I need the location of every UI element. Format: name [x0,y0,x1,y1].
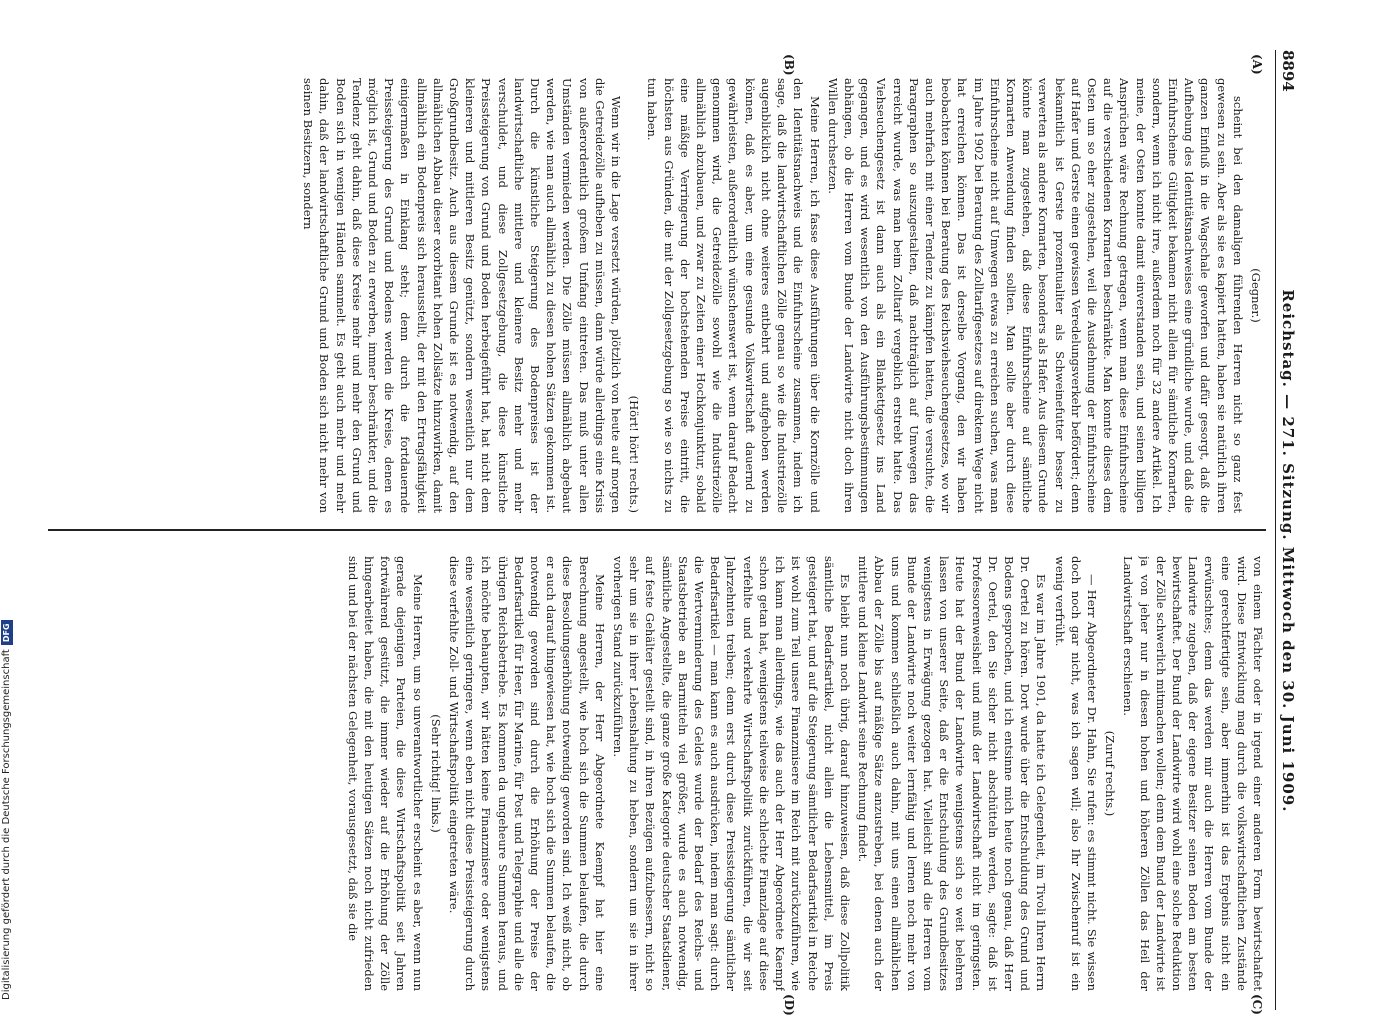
interjection: (Hört! hört! rechts.) [627,395,642,513]
digitization-credit [0,590,14,1000]
right-column [48,556,1266,991]
paragraph: Meine Herren, um so unverantwortlicher erscheint es aber, wenn nun gerade diejenigen Parteien, die diese Wirtschaftspolitik seit Jahren fortwährend gestützt, die immer wieder auf die Erhöhung der Zölle hingearbeitet haben, die mit den heutigen Sätzen noch nicht zufrieden sind und bei der nächsten Gelegenheit, vorausgesetzt, daß sie die [345,556,425,991]
rotated-page [40,50,1300,1016]
paragraph: von einem Pächter oder in irgend einer anderen Form bewirtschaftet wird. Diese Entwicklung mag durch die volkswirtschaftlichen Zustände eine gerechtfertigte sein, aber immerhin ist das Ergebnis nicht ein erwünschtes; denn das werden mir auch die Herren vom Bunde der Landwirte zugeben, daß der eigene Besitzer seinen Boden am besten bewirtschaftet. Der Bund der Landwirte wird wohl eine solche Reduktion der Zölle schwerlich mitmachen wollen; denn dem Bund der Landwirte ist ja von jeher nur in diesen hohen und höheren Zöllen das Heil der Landwirtschaft erschienen. [1121,556,1265,991]
paragraph: — Herr Abgeordneter Dr. Hahn, Sie rufen: es stimmt nicht. Sie wissen doch noch gar nicht, was ich sagen will; also Ihr Zwischenruf ist ein wenig verfrüht. [1052,556,1099,991]
paragraph: Es war im Jahre 1901, da hatte ich Gelegenheit, im Tivoli Ihren Herrn Dr. Oertel zu hören. Dort wurde über die Entschuldung des Grund und Bodens gesprochen, und ich entsinne mich heute noch genau, daß Herr Dr. Oertel, den Sie sicher nicht abschütteln werden, sagte: daß ist Professorenweisheit und muß der Landwirtschaft nicht im geringsten. Heute hat der Bund der Landwirte wenigstens sich so weit belehren lassen von unserer Seite, daß er die Entschuldung des Grundbesitzes wenigstens in Erwägung gezogen hat. Vielleicht sind die Herren vom Bunde der Landwirte noch weiter lernfähig und lernen noch mehr von uns und kommen schließlich auch dahin, mit uns einen allmählichen Abbau der Zölle bis auf mäßige Sätze anzustreben, bei denen auch der mittlere und kleine Landwirt seine Rechnung findet. [856,556,1049,991]
dfg-logo: DFG [1,620,13,645]
paragraph: Meine Herren, ich fasse diese Ausführungen über die Kornzölle und den Identitätsnachweis und die Einfuhrscheine zusammen, indem ich sage, daß die landwirtschaftlichen Zölle genau so wie die Industriezölle augenblicklich nicht ohne weiteres entbehrt und aufgehoben werden können, daß es aber, um eine gesunde Volkswirtschaft dauernd zu gewährleisten, außerordentlich wünschenswert ist, wenn darauf Bedacht genommen wird, die Getreidezölle sowohl wie die Industriezölle allmählich abzubauen, und zwar zu Zeiten einer Hochkonjunktur, sobald eine mäßige Verringerung der hochstehenden Preise eintritt, die höchsten aus Gründen, die mit der Zollgesetzgebung so wie so nichts zu tun haben. [645,78,822,513]
paragraph: Meine Herren, der Herr Abgeordnete Kaempf hat hier eine Berechnung angestellt, wie hoch sich die Summen belaufen, die durch diese Besoldungserhöhung notwendig geworden sind. Ich weiß nicht, ob er auch darauf hingewiesen hat, wie hoch sich die Summen belaufen, die notwendig geworden sind durch die Erhöhung der Preise der Bedarfsartikel für Heer, für Marine, für Post und Telegraphie und alle die übrigen Reichsbetriebe. Es kommen da ungeheure Summen heraus, und ich möchte behaupten, wir hätten keine Finanzmisere oder wenigstens eine wesentlich geringere, wenn eben nicht diese Preissteigerung durch diese verfehlte Zoll- und Wirtschaftspolitik eingetreten wäre. [447,556,607,991]
page-header [1275,50,1300,1010]
interjection: (Zuruf rechts.) [1103,730,1118,817]
page [40,50,1300,1016]
paragraph: Es bleibt nun noch übrig, darauf hinzuweisen, daß diese Zollpolitik sämtliche Bedarfsartikel, nicht allein die Lebensmittel, im Preis gesteigert hat, und auf die Steigerung sämtlicher Bedarfsartikel in Reiche ist wohl zum Teil unsere Finanzmisere im Reich mit zurückzuführen, wie ich kann man allerdings, wie das auch der Herr Abgeordnete Kaempf schon getan hat, wenigstens teilweise die schlechte Finanzlage auf diese verfehlte und verkehrte Wirtschaftspolitik zurückführen, die wir seit Jahrzehnten treiben; denn erst durch diese Preissteigerung sämtlicher Bedarfsartikel — man kann es auch ausdrücken, indem man sagt: durch die Wertverminderung des Geldes wurde der Bedarf des Reichs- und Staatsbetriebe an Barmitteln viel größer, wurde es auch notwendig, sämtliche Angestellte, die ganze große Kategorie deutscher Staatsdiener, auf feste Gehälter gestellt sind, in ihren Bezügen aufzubessern, nicht so sehr um sie in ihrer Lebenshaltung zu heben, sondern um sie in ihrer vorherigen Stand zurückzuführen. [611,556,852,991]
left-column [48,78,1266,513]
digitization-credit-label [0,590,14,1000]
margin-marker-d: (D) [782,994,796,1016]
margin-marker-a: (A) [1250,54,1264,75]
interjection: (Sehr richtig! links.) [428,714,443,833]
paragraph: (Gegner.) [1249,268,1263,323]
page-title: Reichstag. — 271. Sitzung. Mittwoch den 30. Juni 1909. [1279,289,1297,813]
paragraph: scheint bei den damaligen führenden Herren nicht so ganz fest gewesen zu sein. Aber als sie es kapiert hatten, haben sie natürlich ihren ganzen Einfluß in die Wagschale geworfen und dafür gesorgt, daß die Aufhebung des Identitätsnachweises eine gründliche wurde, und daß die Einfuhrscheine Gültigkeit bekamen nicht allein für sämtliche Kornarten, sondern, wenn ich nicht irre, außerdem noch für 32 andere Artikel. Ich meine, der Osten konnte damit einverstanden sein, und seinen billigen Ansprüchen wäre Rechnung getragen, wenn man diese Einfuhrscheine auf die verschiedenen Kornarten beschränkte. Man konnte dieses dem Osten um so eher zugestehen, weil die Ausdehnung der Einfuhrscheine auf Hafer und Gerste einen gewissen Veredelungsverkehr befördert; denn bekanntlich ist Gerste prozentualiter als Schweinefutter besser zu verwerten als andere Kornarten, besonders als Hafer. Aus diesem Grunde könnte man zugestehen, daß diese Einfuhrscheine auf sämtliche Kornarten Anwendung finden sollten. Man sollte aber durch diese Einfuhrscheine nicht auf Umwegen etwas zu erreichen suchen, was man im Jahre 1902 bei Beratung des Zolltarifgesetzes auf direktem Wege nicht hat erreichen können. Das ist derselbe Vorgang, den wir haben beobachten können bei Beratung des Reichsviehseuchengesetzes, wo wir auch mehrfach mit einer Tendenz zu kämpfen hatten, die versuchte, die Paragraphen so auszugestalten, daß nachträglich auf Umwegen das erreicht wurde, was man beim Zolltarif vergeblich erstrebt hatte. Das Viehseuchengesetz ist dann auch als ein Blankettgesetz ins Land gegangen, und es wird wesentlich von den Ausführungsbestimmungen abhängen, ob die Herren vom Bunde der Landwirte nicht doch ihren Willen durchsetzen. [825,78,1245,513]
page-number: 8894 [1279,50,1297,92]
margin-marker-c: (C) [1250,994,1264,1015]
column-divider [48,529,1266,531]
margin-marker-b: (B) [782,54,796,76]
digitization-credit-text: Digitalisierung gefördert durch die Deutsche Forschungsgemeinschaft [1,649,12,1000]
paragraph: Wenn wir in die Lage versetzt würden, plötzlich von heute auf morgen die Getreidezölle aufheben zu müssen, dann würde allerdings eine Krisis von außerordentlich großem Umfang eintreten. Das muß unter allen Umständen vermieden werden. Die Zölle müssen allmählich abgebaut werden, wie man auch allmählich zu diesen hohen Sätzen gekommen ist. Durch die künstliche Steigerung des Bodenpreises ist der landwirtschaftliche mittlere und kleinere Besitz mehr und mehr verschuldet, und diese Zollgesetzgebung, die diese künstliche Preissteigerung von Grund und Boden herbeigeführt hat, hat nicht dem kleineren und mittleren Besitz genützt, sondern wesentlich nur dem Großgrundbesitz. Auch aus diesem Grunde ist es notwendig, auf den allmählichen Abbau dieser exorbitant hohen Zollsätze hinzuwirken, damit allmählich ein Bodenpreis sich herausstellt, der mit den Ertragsfähigkeit einigermaßen in Einklang steht; denn durch die fortdauernde Preissteigerung des Grund und Bodens werden die Kreise, denen es möglich ist, Grund und Boden zu erwerben, immer beschränkter, und die Tendenz geht dahin, daß diese Kreise mehr und mehr den Grund und Boden sich in wenigen Händen sammelt. Es geht auch mehr und mehr dahin, daß der landwirtschaftliche Grund und Boden sich nicht mehr von seinen Besitzern, sondern [301,78,624,513]
